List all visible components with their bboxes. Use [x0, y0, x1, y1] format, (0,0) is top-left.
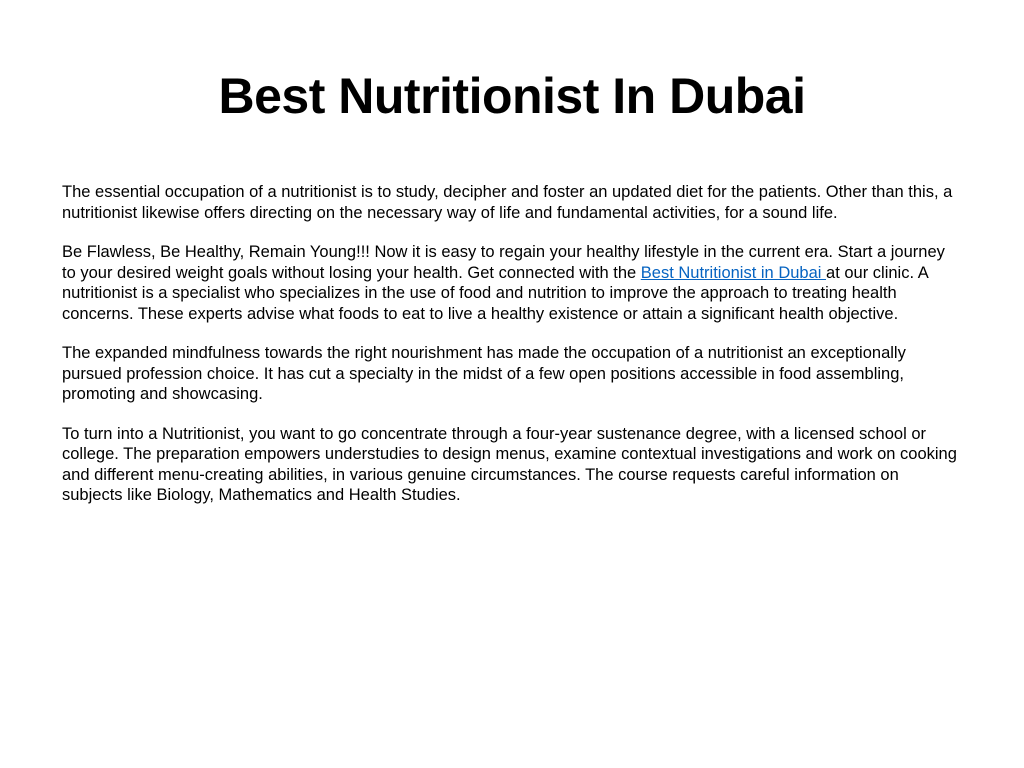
- paragraph-healthy-lifestyle: [62, 242, 962, 324]
- slide-title: Best Nutritionist In Dubai: [218, 68, 806, 124]
- slide-body: [62, 182, 962, 525]
- paragraph-career-choice: The expanded mindfulness towards the right nourishment has made the occupation of a nutritionist an exceptionally pursued profession choice. It has cut a specialty in the midst of a few open positions accessible in food assembling, promoting and showcasing.: [62, 344, 906, 403]
- paragraph-how-to-become: To turn into a Nutritionist, you want to go concentrate through a four-year sustenance degree, with a licensed school or college. The preparation empowers understudies to design menus, examine contextual investigations and work on cooking and different menu-creating abilities, in various genuine circumstances. The course requests careful information on subjects like Biology, Mathematics and Health Studies.: [62, 424, 957, 504]
- paragraph-text-after-link: at our clinic. A nutritionist is a specialist who specializes in the use of food and nutrition to improve the approach to treating health concerns. These experts advise what foods to eat to live a healthy existence or attain a significant health objective.: [62, 263, 928, 323]
- paragraph-text-before-link: Be Flawless, Be Healthy, Remain Young!!! Now it is easy to regain your healthy lifestyle in the current era. Start a journey to your desired weight goals without losing your health. Get connected with the: [62, 243, 945, 282]
- best-nutritionist-link[interactable]: Best Nutritionist in Dubai: [640, 263, 827, 282]
- paragraph-role-of-nutritionist: The essential occupation of a nutritionist is to study, decipher and foster an updated diet for the patients. Other than this, a nutritionist likewise offers directing on the necessary way of life and fundamental activities, for a sound life.: [62, 183, 953, 222]
